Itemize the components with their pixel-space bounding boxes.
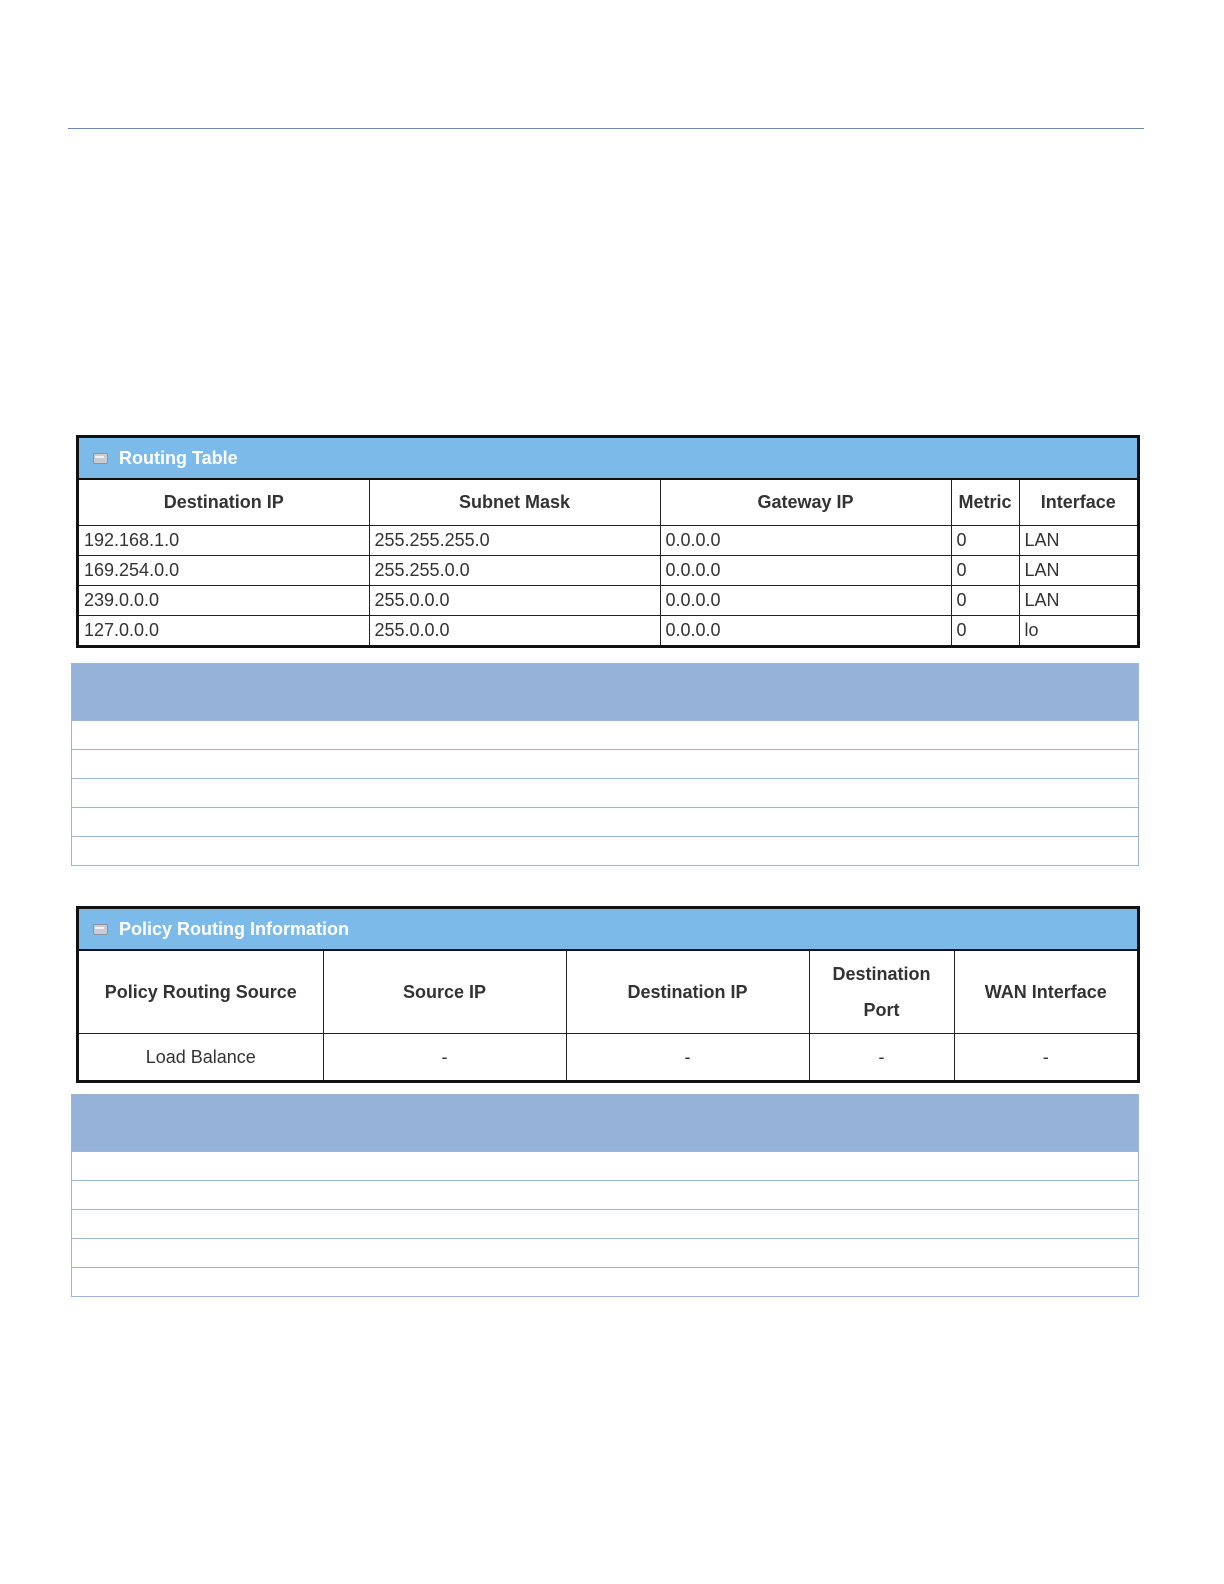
description-table-row [72,1180,1138,1209]
column-header-gateway-ip: Gateway IP [660,480,951,526]
policy-routing-header [79,909,1137,951]
cell-metric: 0 [951,556,1019,586]
policy-routing-panel [76,906,1140,1083]
cell-interface: LAN [1019,586,1137,616]
description-table-row [72,749,1138,778]
cell-interface: LAN [1019,556,1137,586]
cell-subnet-mask: 255.0.0.0 [369,586,660,616]
cell-destination-ip: 169.254.0.0 [79,556,369,586]
description-table-row [72,720,1138,749]
column-header-interface: Interface [1019,480,1137,526]
cell-metric: 0 [951,586,1019,616]
table-row [79,1034,1137,1081]
cell-destination-ip: 192.168.1.0 [79,526,369,556]
description-table-row [72,1267,1138,1296]
description-table-routing [71,663,1139,866]
routing-table [79,480,1137,645]
cell-metric: 0 [951,526,1019,556]
policy-routing-header-row [79,951,1137,1034]
cell-subnet-mask: 255.0.0.0 [369,616,660,646]
cell-gateway-ip: 0.0.0.0 [660,526,951,556]
table-row [79,616,1137,646]
cell-source-ip: - [323,1034,566,1081]
column-header-destination-ip: Destination IP [566,951,809,1034]
cell-subnet-mask: 255.255.0.0 [369,556,660,586]
table-row [79,556,1137,586]
cell-gateway-ip: 0.0.0.0 [660,616,951,646]
cell-destination-port: - [809,1034,954,1081]
cell-wan-interface: - [954,1034,1137,1081]
routing-table-title: Routing Table [119,447,238,468]
column-header-destination-ip: Destination IP [79,480,369,526]
column-header-destination-port: Destination Port [809,951,954,1034]
description-table-row [72,1151,1138,1180]
column-header-wan-interface: WAN Interface [954,951,1137,1034]
policy-routing-table [79,951,1137,1080]
description-table-row [72,836,1138,865]
description-table-row [72,1238,1138,1267]
table-row [79,526,1137,556]
page-top-rule [68,128,1144,129]
cell-policy-routing-source: Load Balance [79,1034,323,1081]
column-header-metric: Metric [951,480,1019,526]
column-header-policy-routing-source: Policy Routing Source [79,951,323,1034]
description-table-header [72,1095,1138,1151]
cell-interface: lo [1019,616,1137,646]
description-table-row [72,1209,1138,1238]
cell-gateway-ip: 0.0.0.0 [660,556,951,586]
column-header-source-ip: Source IP [323,951,566,1034]
cell-interface: LAN [1019,526,1137,556]
routing-table-header-row [79,480,1137,526]
policy-routing-title: Policy Routing Information [119,918,349,939]
cell-destination-ip: 239.0.0.0 [79,586,369,616]
panel-icon [93,452,107,464]
panel-icon [93,923,107,935]
routing-table-header [79,438,1137,480]
cell-destination-ip: - [566,1034,809,1081]
description-table-header [72,664,1138,720]
cell-subnet-mask: 255.255.255.0 [369,526,660,556]
cell-metric: 0 [951,616,1019,646]
column-header-subnet-mask: Subnet Mask [369,480,660,526]
table-row [79,586,1137,616]
description-table-row [72,778,1138,807]
description-table-policy [71,1094,1139,1297]
cell-gateway-ip: 0.0.0.0 [660,586,951,616]
routing-table-panel [76,435,1140,648]
cell-destination-ip: 127.0.0.0 [79,616,369,646]
description-table-row [72,807,1138,836]
